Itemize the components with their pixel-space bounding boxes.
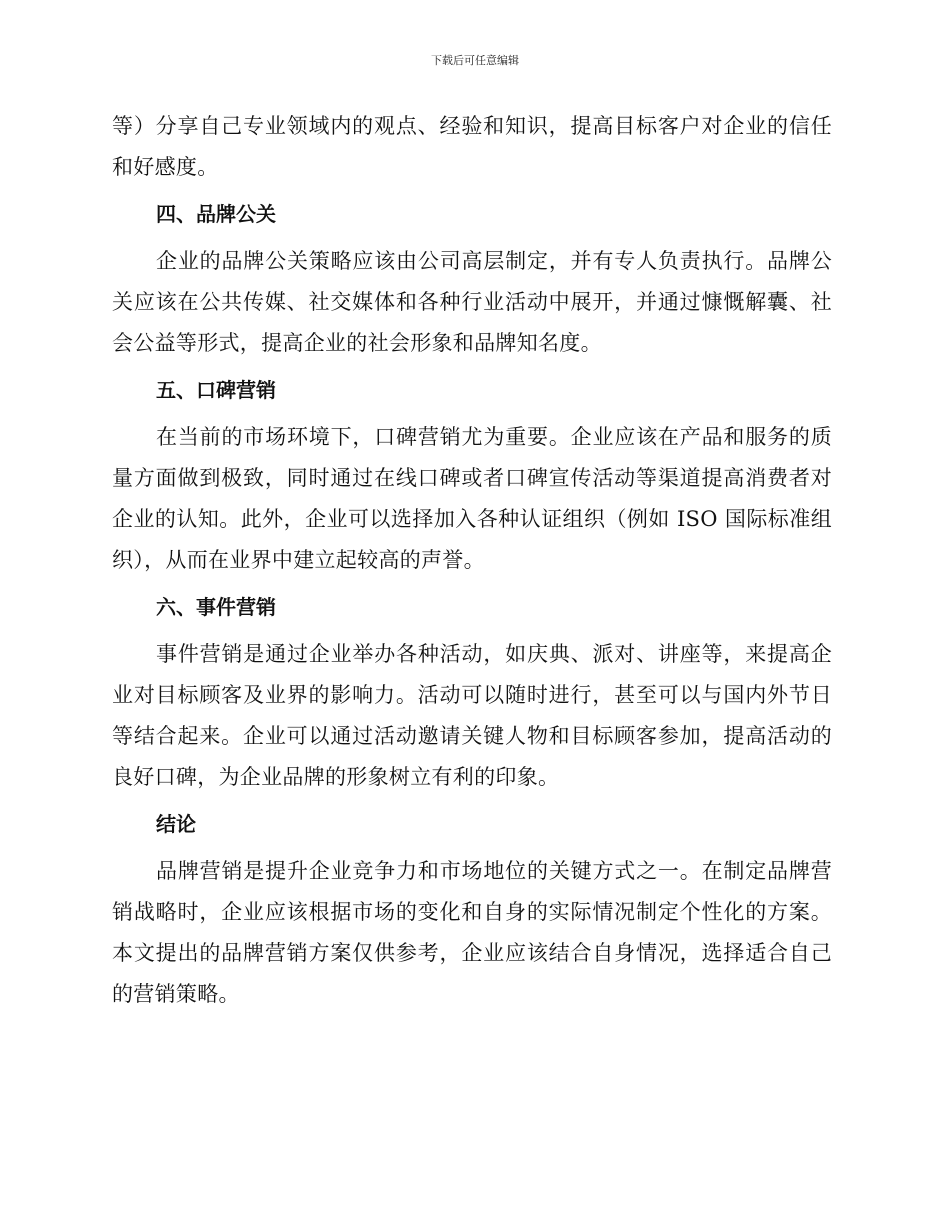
- paragraph-word-of-mouth: 在当前的市场环境下，口碑营销尤为重要。企业应该在产品和服务的质量方面做到极致，同时通过在线口碑或者口碑宣传活动等渠道提高消费者对企业的认知。此外，企业可以选择加入各种认证组织（例如 ISO 国际标准组织），从而在业界中建立起较高的声誉。: [112, 425, 832, 572]
- section-heading-word-of-mouth: 五、口碑营销: [156, 378, 276, 402]
- document-body: [112, 106, 832, 1015]
- paragraph-continued: 等）分享自己专业领域内的观点、经验和知识，提高目标客户对企业的信任和好感度。: [112, 114, 832, 179]
- paragraph-conclusion: 品牌营销是提升企业竞争力和市场地位的关键方式之一。在制定品牌营销战略时，企业应该根据市场的变化和自身的实际情况制定个性化的方案。本文提出的品牌营销方案仅供参考，企业应该结合自身情况，选择适合自己的营销策略。: [112, 859, 832, 1006]
- section-heading-brand-pr: 四、品牌公关: [156, 202, 276, 226]
- paragraph-brand-pr: 企业的品牌公关策略应该由公司高层制定，并有专人负责执行。品牌公关应该在公共传媒、社交媒体和各种行业活动中展开，并通过慷慨解囊、社会公益等形式，提高企业的社会形象和品牌知名度。: [112, 249, 832, 355]
- section-heading-conclusion: 结论: [156, 812, 196, 836]
- page-header: 下载后可任意编辑: [431, 54, 519, 67]
- section-heading-event-marketing: 六、事件营销: [156, 595, 276, 619]
- paragraph-event-marketing: 事件营销是通过企业举办各种活动，如庆典、派对、讲座等，来提高企业对目标顾客及业界的影响力。活动可以随时进行，甚至可以与国内外节日等结合起来。企业可以通过活动邀请关键人物和目标顾客参加，提高活动的良好口碑，为企业品牌的形象树立有利的印象。: [112, 642, 832, 789]
